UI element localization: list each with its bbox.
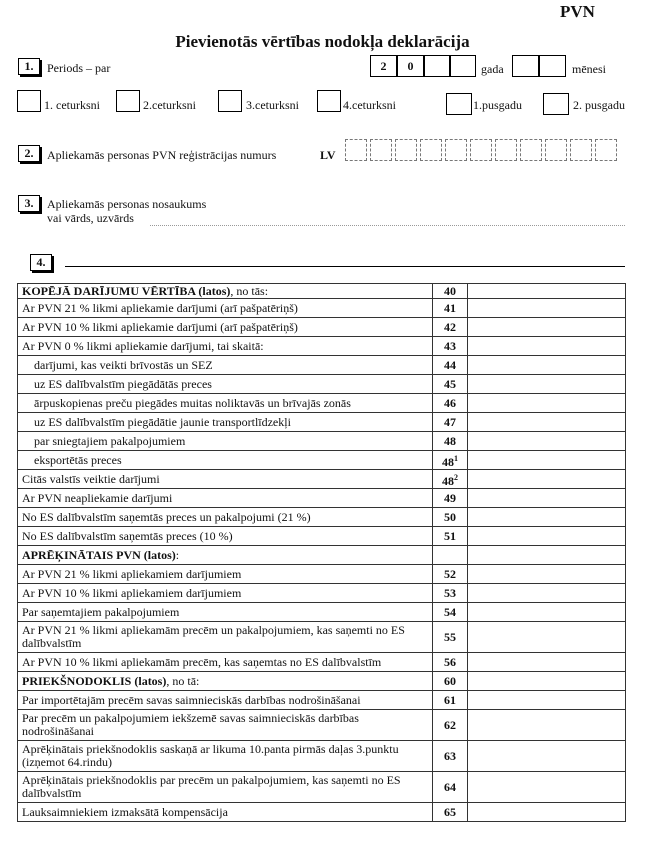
row-label-text: PRIEKŠNODOKLIS (latos) — [22, 673, 167, 688]
row-code: 51 — [433, 527, 468, 546]
row-label — [18, 710, 433, 741]
section-4-line — [65, 266, 625, 267]
vat-digit-input[interactable] — [545, 139, 567, 161]
row-label-text: Ar PVN 10 % likmi apliekamām precēm, kas saņemtas no ES dalībvalstīm — [22, 654, 382, 669]
table-row — [18, 284, 626, 299]
table-row — [18, 546, 626, 565]
row-label — [18, 803, 433, 822]
row-label — [18, 337, 433, 356]
year-digit-4-input[interactable] — [450, 55, 476, 77]
row-code: 40 — [433, 284, 468, 299]
row-value-input[interactable] — [468, 508, 626, 527]
row-label-suffix: : — [175, 547, 180, 562]
row-code: 63 — [433, 741, 468, 772]
row-label — [18, 299, 433, 318]
row-label — [18, 565, 433, 584]
month-digit-2-input[interactable] — [539, 55, 566, 77]
row-label — [18, 394, 433, 413]
half-2-label: 2. pusgadu — [573, 98, 625, 112]
table-row — [18, 508, 626, 527]
row-code: 44 — [433, 356, 468, 375]
table-row — [18, 710, 626, 741]
row-value-input[interactable] — [468, 413, 626, 432]
row-value-input[interactable] — [468, 375, 626, 394]
row-value-input[interactable] — [468, 565, 626, 584]
row-code: 62 — [433, 710, 468, 741]
table-row — [18, 584, 626, 603]
quarter-1-label: 1. ceturksni — [44, 98, 100, 112]
row-label — [18, 653, 433, 672]
quarter-2-label: 2.ceturksni — [143, 98, 196, 112]
row-value-input[interactable] — [468, 451, 626, 470]
row-label — [18, 432, 433, 451]
row-label-text: ārpuskopienas preču piegādes muitas noliktavās un brīvajās zonās — [34, 395, 351, 410]
vat-digit-input[interactable] — [570, 139, 592, 161]
vat-digit-input[interactable] — [420, 139, 442, 161]
row-label — [18, 741, 433, 772]
table-row — [18, 413, 626, 432]
table-row — [18, 772, 626, 803]
row-value-input[interactable] — [468, 432, 626, 451]
table-row — [18, 672, 626, 691]
row-label — [18, 772, 433, 803]
form-code: PVN — [560, 2, 595, 21]
table-row — [18, 318, 626, 337]
taxpayer-name-label-2: vai vārds, uzvārds — [47, 211, 134, 225]
row-label — [18, 584, 433, 603]
row-value-input[interactable] — [468, 470, 626, 489]
row-label-text: Ar PVN 0 % likmi apliekamie darījumi, tai skaitā: — [22, 338, 264, 353]
quarter-3-label: 3.ceturksni — [246, 98, 299, 112]
row-label — [18, 470, 433, 489]
section-2-number: 2. — [18, 145, 40, 162]
quarter-4-checkbox[interactable] — [317, 90, 341, 112]
row-value-input[interactable] — [468, 527, 626, 546]
table-row — [18, 356, 626, 375]
row-label — [18, 356, 433, 375]
row-label-text: Par importētajām precēm savas saimnieciskās darbības nodrošināšanai — [22, 692, 361, 707]
row-value-input[interactable] — [468, 741, 626, 772]
row-value-input[interactable] — [468, 653, 626, 672]
row-value-input[interactable] — [468, 672, 626, 691]
table-row — [18, 603, 626, 622]
row-label-text: Citās valstīs veiktie darījumi — [22, 471, 160, 486]
table-row — [18, 470, 626, 489]
row-label — [18, 672, 433, 691]
row-label-text: Ar PVN 10 % likmi apliekamie darījumi (arī pašpatēriņš) — [22, 319, 298, 334]
quarter-3-checkbox[interactable] — [218, 90, 242, 112]
vat-digit-input[interactable] — [445, 139, 467, 161]
quarter-1-checkbox[interactable] — [17, 90, 41, 112]
row-code: $48^2$ — [433, 470, 468, 489]
row-code: 47 — [433, 413, 468, 432]
row-code: 43 — [433, 337, 468, 356]
row-code: 65 — [433, 803, 468, 822]
gada-label: gada — [481, 62, 504, 76]
row-value-input[interactable] — [468, 803, 626, 822]
row-code: 48 — [433, 432, 468, 451]
row-code: 52 — [433, 565, 468, 584]
vat-digit-input[interactable] — [595, 139, 617, 161]
table-row — [18, 741, 626, 772]
table-row — [18, 451, 626, 470]
row-code: 45 — [433, 375, 468, 394]
row-label-text: Ar PVN 21 % likmi apliekamie darījumi (arī pašpatēriņš) — [22, 300, 298, 315]
vat-digit-input[interactable] — [345, 139, 367, 161]
row-label-text: darījumi, kas veikti brīvostās un SEZ — [34, 357, 213, 372]
row-value-input[interactable] — [468, 356, 626, 375]
row-value-input[interactable] — [468, 284, 626, 299]
row-code: 41 — [433, 299, 468, 318]
row-label — [18, 622, 433, 653]
quarter-4-label: 4.ceturksni — [343, 98, 396, 112]
row-code: 42 — [433, 318, 468, 337]
half-2-checkbox[interactable] — [543, 93, 569, 115]
row-code: 53 — [433, 584, 468, 603]
table-row — [18, 691, 626, 710]
period-label: Periods – par — [47, 61, 111, 75]
row-code: 60 — [433, 672, 468, 691]
taxpayer-name-input[interactable] — [150, 224, 625, 226]
row-value-input[interactable] — [468, 299, 626, 318]
row-label-text: Lauksaimniekiem izmaksātā kompensācija — [22, 804, 228, 819]
row-code: 54 — [433, 603, 468, 622]
row-code — [433, 546, 468, 565]
month-digit-1-input[interactable] — [512, 55, 539, 77]
row-value-input[interactable] — [468, 318, 626, 337]
vat-digit-input[interactable] — [395, 139, 417, 161]
row-label — [18, 375, 433, 394]
row-label-text: uz ES dalībvalstīm piegādātie jaunie transportlīdzekļi — [34, 414, 291, 429]
menesi-label: mēnesi — [572, 62, 606, 76]
row-label — [18, 284, 433, 299]
row-code-sup: 1 — [454, 453, 458, 463]
row-label — [18, 508, 433, 527]
row-label-text: Aprēķinātais priekšnodoklis par precēm un pakalpojumiem, kas saņemti no ES dalībvalstīm — [22, 773, 401, 800]
row-code-sup: 2 — [454, 472, 458, 482]
vat-digit-input[interactable] — [495, 139, 517, 161]
page-title: Pievienotās vērtības nodokļa deklarācija — [175, 32, 470, 51]
row-code: 49 — [433, 489, 468, 508]
table-row — [18, 565, 626, 584]
year-digit-1: 2 — [370, 55, 397, 77]
table-row — [18, 299, 626, 318]
year-digit-2: 0 — [397, 55, 424, 77]
vat-number-label: Apliekamās personas PVN reģistrācijas numurs — [47, 148, 277, 162]
row-label-text: uz ES dalībvalstīm piegādātās preces — [34, 376, 212, 391]
row-code: 61 — [433, 691, 468, 710]
row-label-text: Aprēķinātais priekšnodoklis saskaņā ar likuma 10.panta pirmās daļas 3.punktu (izņemot 64.rindu) — [22, 742, 399, 769]
row-value-input[interactable] — [468, 710, 626, 741]
quarter-2-checkbox[interactable] — [116, 90, 140, 112]
row-label — [18, 527, 433, 546]
row-label-text: No ES dalībvalstīm saņemtās preces (10 %) — [22, 528, 233, 543]
row-label-text: No ES dalībvalstīm saņemtās preces un pakalpojumi (21 %) — [22, 509, 311, 524]
row-value-input[interactable] — [468, 691, 626, 710]
row-label-text: Par precēm un pakalpojumiem iekšzemē savas saimnieciskās darbības nodrošināšanai — [22, 711, 359, 738]
row-label-text: Ar PVN 21 % likmi apliekamām precēm un pakalpojumiem, kas saņemti no ES dalībvalstīm — [22, 623, 405, 650]
row-label — [18, 546, 433, 565]
row-label-text: Par saņemtajiem pakalpojumiem — [22, 604, 180, 619]
row-label-suffix: , no tās: — [230, 283, 269, 298]
vat-digit-input[interactable] — [520, 139, 542, 161]
vat-digit-input[interactable] — [470, 139, 492, 161]
row-label-text: KOPĒJĀ DARĪJUMU VĒRTĪBA (latos) — [22, 283, 231, 298]
table-row — [18, 653, 626, 672]
table-row — [18, 527, 626, 546]
vat-number-prefix: LV — [320, 148, 336, 162]
half-1-label: 1.pusgadu — [473, 98, 522, 112]
row-label — [18, 451, 433, 470]
section-3-number: 3. — [18, 195, 40, 212]
row-label-text: Ar PVN 10 % likmi apliekamiem darījumiem — [22, 585, 242, 600]
table-row — [18, 489, 626, 508]
table-row — [18, 432, 626, 451]
row-value-input[interactable] — [468, 489, 626, 508]
section-1-number: 1. — [18, 58, 40, 75]
row-label-text: eksportētās preces — [34, 452, 122, 467]
row-code: 50 — [433, 508, 468, 527]
row-code: 55 — [433, 622, 468, 653]
row-code: 46 — [433, 394, 468, 413]
row-label-text: par sniegtajiem pakalpojumiem — [34, 433, 186, 448]
row-value-input[interactable] — [468, 772, 626, 803]
table-row — [18, 375, 626, 394]
row-label — [18, 413, 433, 432]
vat-digit-input[interactable] — [370, 139, 392, 161]
table-row — [18, 337, 626, 356]
row-value-input[interactable] — [468, 622, 626, 653]
row-label — [18, 603, 433, 622]
half-1-checkbox[interactable] — [446, 93, 472, 115]
row-code: $48^1$ — [433, 451, 468, 470]
table-row — [18, 622, 626, 653]
row-code: 56 — [433, 653, 468, 672]
row-label — [18, 691, 433, 710]
row-label-text: Ar PVN neapliekamie darījumi — [22, 490, 173, 505]
row-value-input[interactable] — [468, 546, 626, 565]
row-value-input[interactable] — [468, 337, 626, 356]
section-4-number: 4. — [30, 254, 52, 271]
taxpayer-name-label-1: Apliekamās personas nosaukums — [47, 197, 207, 211]
row-value-input[interactable] — [468, 584, 626, 603]
table-row — [18, 803, 626, 822]
row-label-text: Ar PVN 21 % likmi apliekamiem darījumiem — [22, 566, 242, 581]
row-value-input[interactable] — [468, 603, 626, 622]
row-label — [18, 489, 433, 508]
year-digit-3-input[interactable] — [424, 55, 450, 77]
row-label-text: APRĒĶINĀTAIS PVN (latos) — [22, 547, 176, 562]
row-code: 64 — [433, 772, 468, 803]
row-label-suffix: , no tā: — [166, 673, 200, 688]
row-label — [18, 318, 433, 337]
declaration-table — [17, 283, 626, 822]
row-value-input[interactable] — [468, 394, 626, 413]
table-row — [18, 394, 626, 413]
